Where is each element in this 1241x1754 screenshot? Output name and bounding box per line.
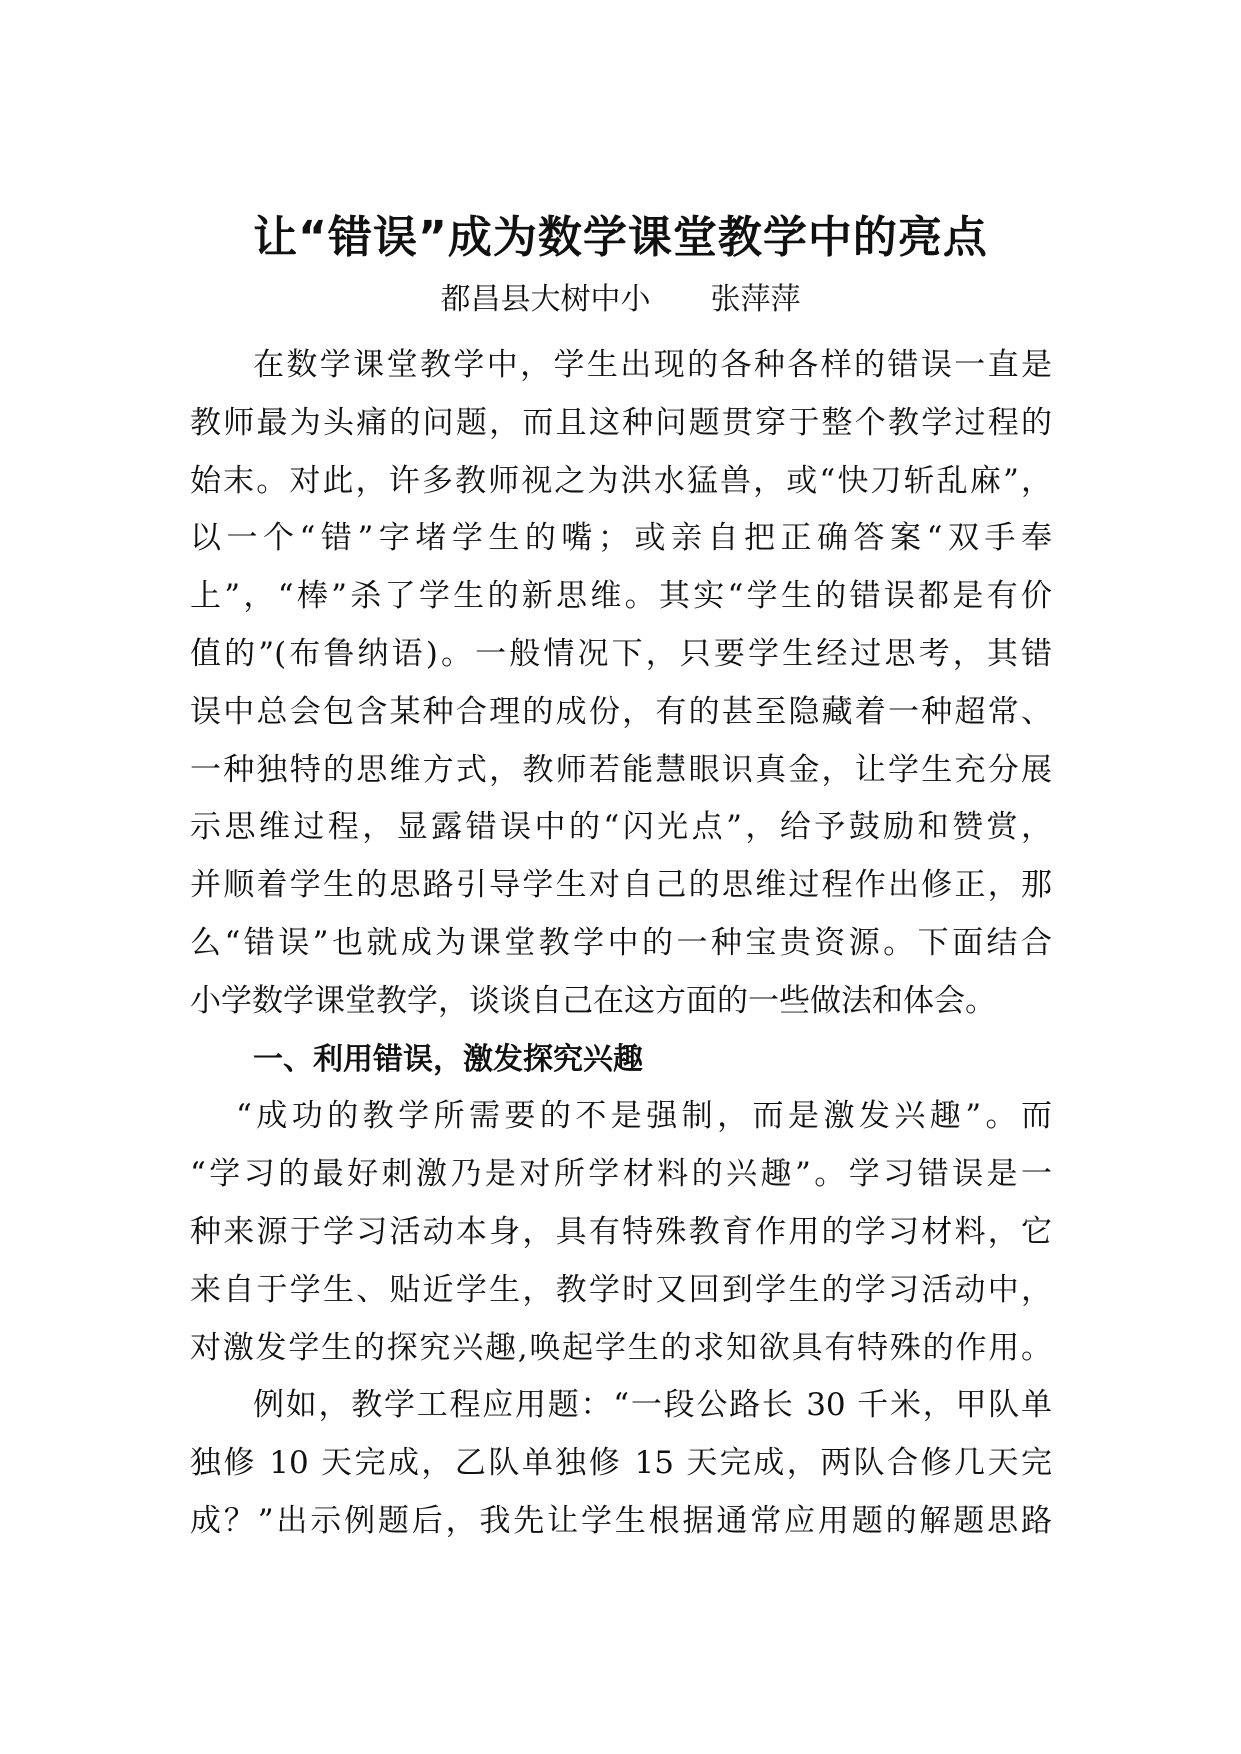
text-line: 始末。对此，许多教师视之为洪水猛兽，或“快刀斩乱麻”， xyxy=(190,462,1052,499)
text-line: 独修 10 天完成，乙队单独修 15 天完成，两队合修几天完 xyxy=(190,1445,1052,1482)
text-line: 并顺着学生的思路引导学生对自己的思维过程作出修正，那 xyxy=(190,867,1052,904)
text-line: 一种独特的思维方式，教师若能慧眼识真金，让学生充分展 xyxy=(190,751,1052,788)
text-line: 例如，教学工程应用题：“一段公路长 30 千米，甲队单 xyxy=(253,1387,1052,1424)
article-body xyxy=(190,337,1052,1551)
text-line: 上”，“棒”杀了学生的新思维。其实“学生的错误都是有价 xyxy=(190,578,1052,615)
text-line: 对激发学生的探究兴趣,唤起学生的求知欲具有特殊的作用。 xyxy=(190,1329,1052,1366)
author-byline xyxy=(0,278,1241,322)
text-line: 小学数学课堂教学，谈谈自己在这方面的一些做法和体会。 xyxy=(190,982,996,1019)
text-line: “成功的教学所需要的不是强制，而是激发兴趣”。而 xyxy=(236,1098,1052,1135)
text-line: 来自于学生、贴近学生，教学时又回到学生的学习活动中， xyxy=(190,1271,1052,1308)
text-line: 教师最为头痛的问题，而且这种问题贯穿于整个教学过程的 xyxy=(190,404,1052,441)
text-line: 示思维过程，显露错误中的“闪光点”，给予鼓励和赞赏， xyxy=(190,809,1052,846)
author-name: 张萍萍 xyxy=(710,282,801,317)
section-heading: 一、利用错误，激发探究兴趣 xyxy=(253,1041,643,1077)
text-line: 以一个“错”字堵学生的嘴；或亲自把正确答案“双手奉 xyxy=(190,520,1052,557)
author-school: 都昌县大树中小 xyxy=(440,282,651,317)
text-line: 成？”出示例题后，我先让学生根据通常应用题的解题思路 xyxy=(190,1502,1052,1539)
text-line: 么“错误”也就成为课堂教学中的一种宝贵资源。下面结合 xyxy=(190,924,1052,961)
text-line: 在数学课堂教学中，学生出现的各种各样的错误一直是 xyxy=(253,347,1052,383)
text-line: 值的”(布鲁纳语)。一般情况下，只要学生经过思考，其错 xyxy=(190,635,1052,672)
article-title: 让“错误”成为数学课堂教学中的亮点 xyxy=(253,212,988,263)
text-line: “学习的最好刺激乃是对所学材料的兴趣”。学习错误是一 xyxy=(190,1156,1052,1193)
text-line: 误中总会包含某种合理的成份，有的甚至隐藏着一种超常、 xyxy=(190,693,1052,730)
text-line: 种来源于学习活动本身，具有特殊教育作用的学习材料，它 xyxy=(190,1213,1052,1250)
